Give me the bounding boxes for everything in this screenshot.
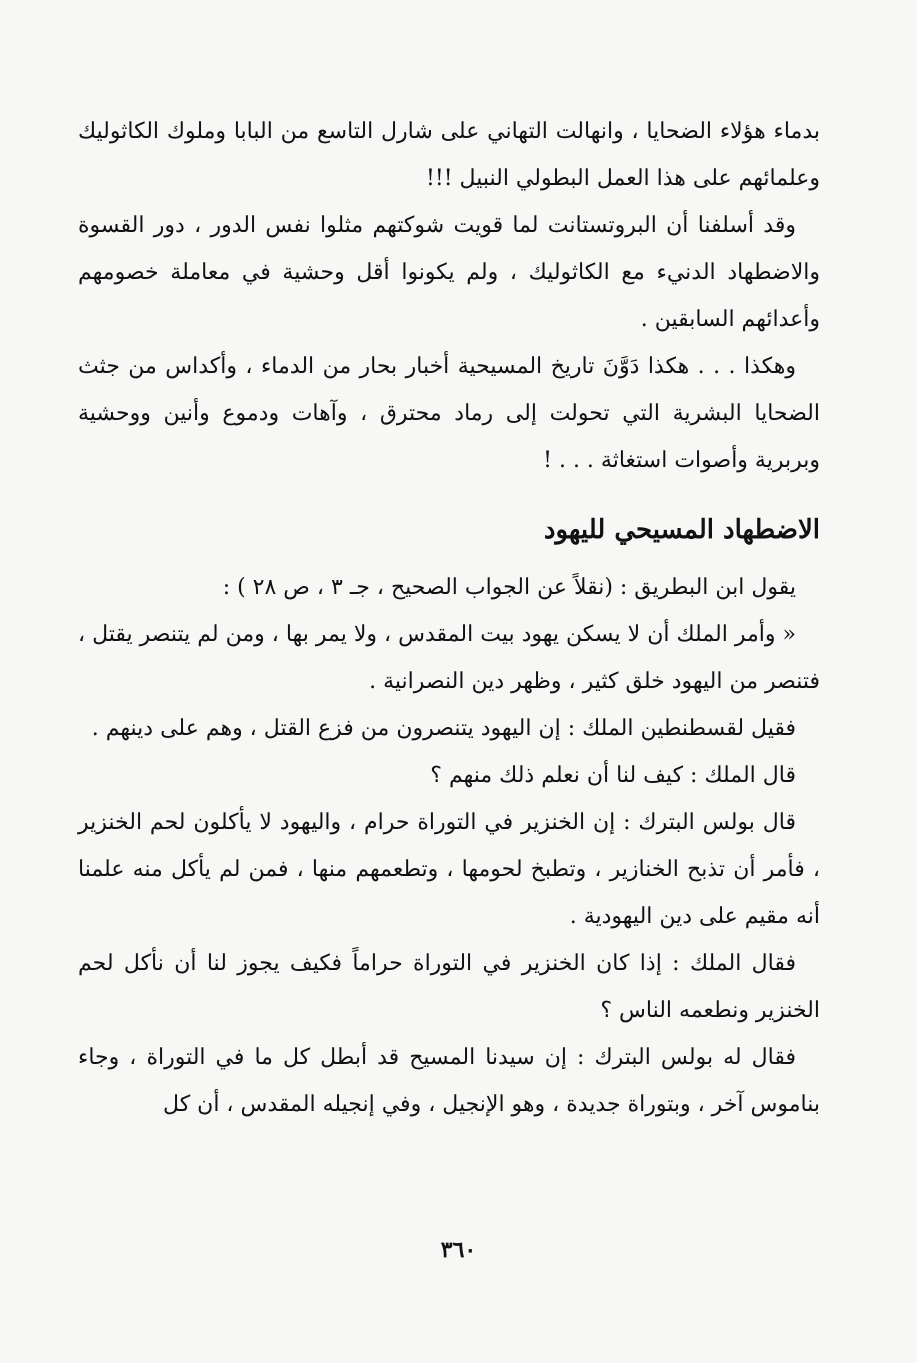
- paragraph: وهكذا . . . هكذا دَوَّنَ تاريخ المسيحية أخبار بحار من الدماء ، وأكداس من جثث الضحايا البشرية التي تحولت إلى رماد محترق ، وآهات ودموع وأنين ووحشية وبربرية وأصوات استغاثة . . . !: [78, 354, 820, 473]
- section-heading: الاضطهاد المسيحي لليهود: [543, 515, 820, 545]
- paragraph: وقد أسلفنا أن البروتستانت لما قويت شوكتهم مثلوا نفس الدور ، دور القسوة والاضطهاد الدنيء مع الكاثوليك ، ولم يكونوا أقل وحشية في معاملة خصومهم وأعدائهم السابقين .: [78, 213, 820, 332]
- paragraph: يقول ابن البطريق : (نقلاً عن الجواب الصحيح ، جـ ٣ ، ص ٢٨ ) :: [222, 575, 796, 600]
- paragraph: فقال الملك : إذا كان الخنزير في التوراة حراماً فكيف يجوز لنا أن نأكل لحم الخنزير ونطعمه الناس ؟: [78, 951, 820, 1023]
- page-body: [78, 108, 820, 1128]
- paragraphs-after-heading: [78, 564, 820, 1128]
- paragraph: « وأمر الملك أن لا يسكن يهود بيت المقدس ، ولا يمر بها ، ومن لم يتنصر يقتل ، فتنصر من اليهود خلق كثير ، وظهر دين النصرانية .: [78, 622, 820, 694]
- paragraph: قال بولس البترك : إن الخنزير في التوراة حرام ، واليهود لا يأكلون لحم الخنزير ، فأمر أن تذبح الخنازير ، وتطبخ لحومها ، وتطعمهم منها ، فمن لم يأكل منه علمنا أنه مقيم على دين اليهودية .: [78, 810, 820, 929]
- paragraph: فقال له بولس البترك : إن سيدنا المسيح قد أبطل كل ما في التوراة ، وجاء بناموس آخر ، وبتوراة جديدة ، وهو الإنجيل ، وفي إنجيله المقدس ، أن كل: [78, 1045, 820, 1117]
- paragraph: فقيل لقسطنطين الملك : إن اليهود يتنصرون من فزع القتل ، وهم على دينهم .: [91, 716, 796, 741]
- paragraphs-before-heading: [78, 108, 820, 484]
- paragraph: قال الملك : كيف لنا أن نعلم ذلك منهم ؟: [430, 763, 796, 788]
- paragraph: بدماء هؤلاء الضحايا ، وانهالت التهاني على شارل التاسع من البابا وملوك الكاثوليك وعلمائهم على هذا العمل البطولي النبيل !!!: [78, 119, 820, 191]
- page-number: ٣٦٠: [440, 1237, 477, 1263]
